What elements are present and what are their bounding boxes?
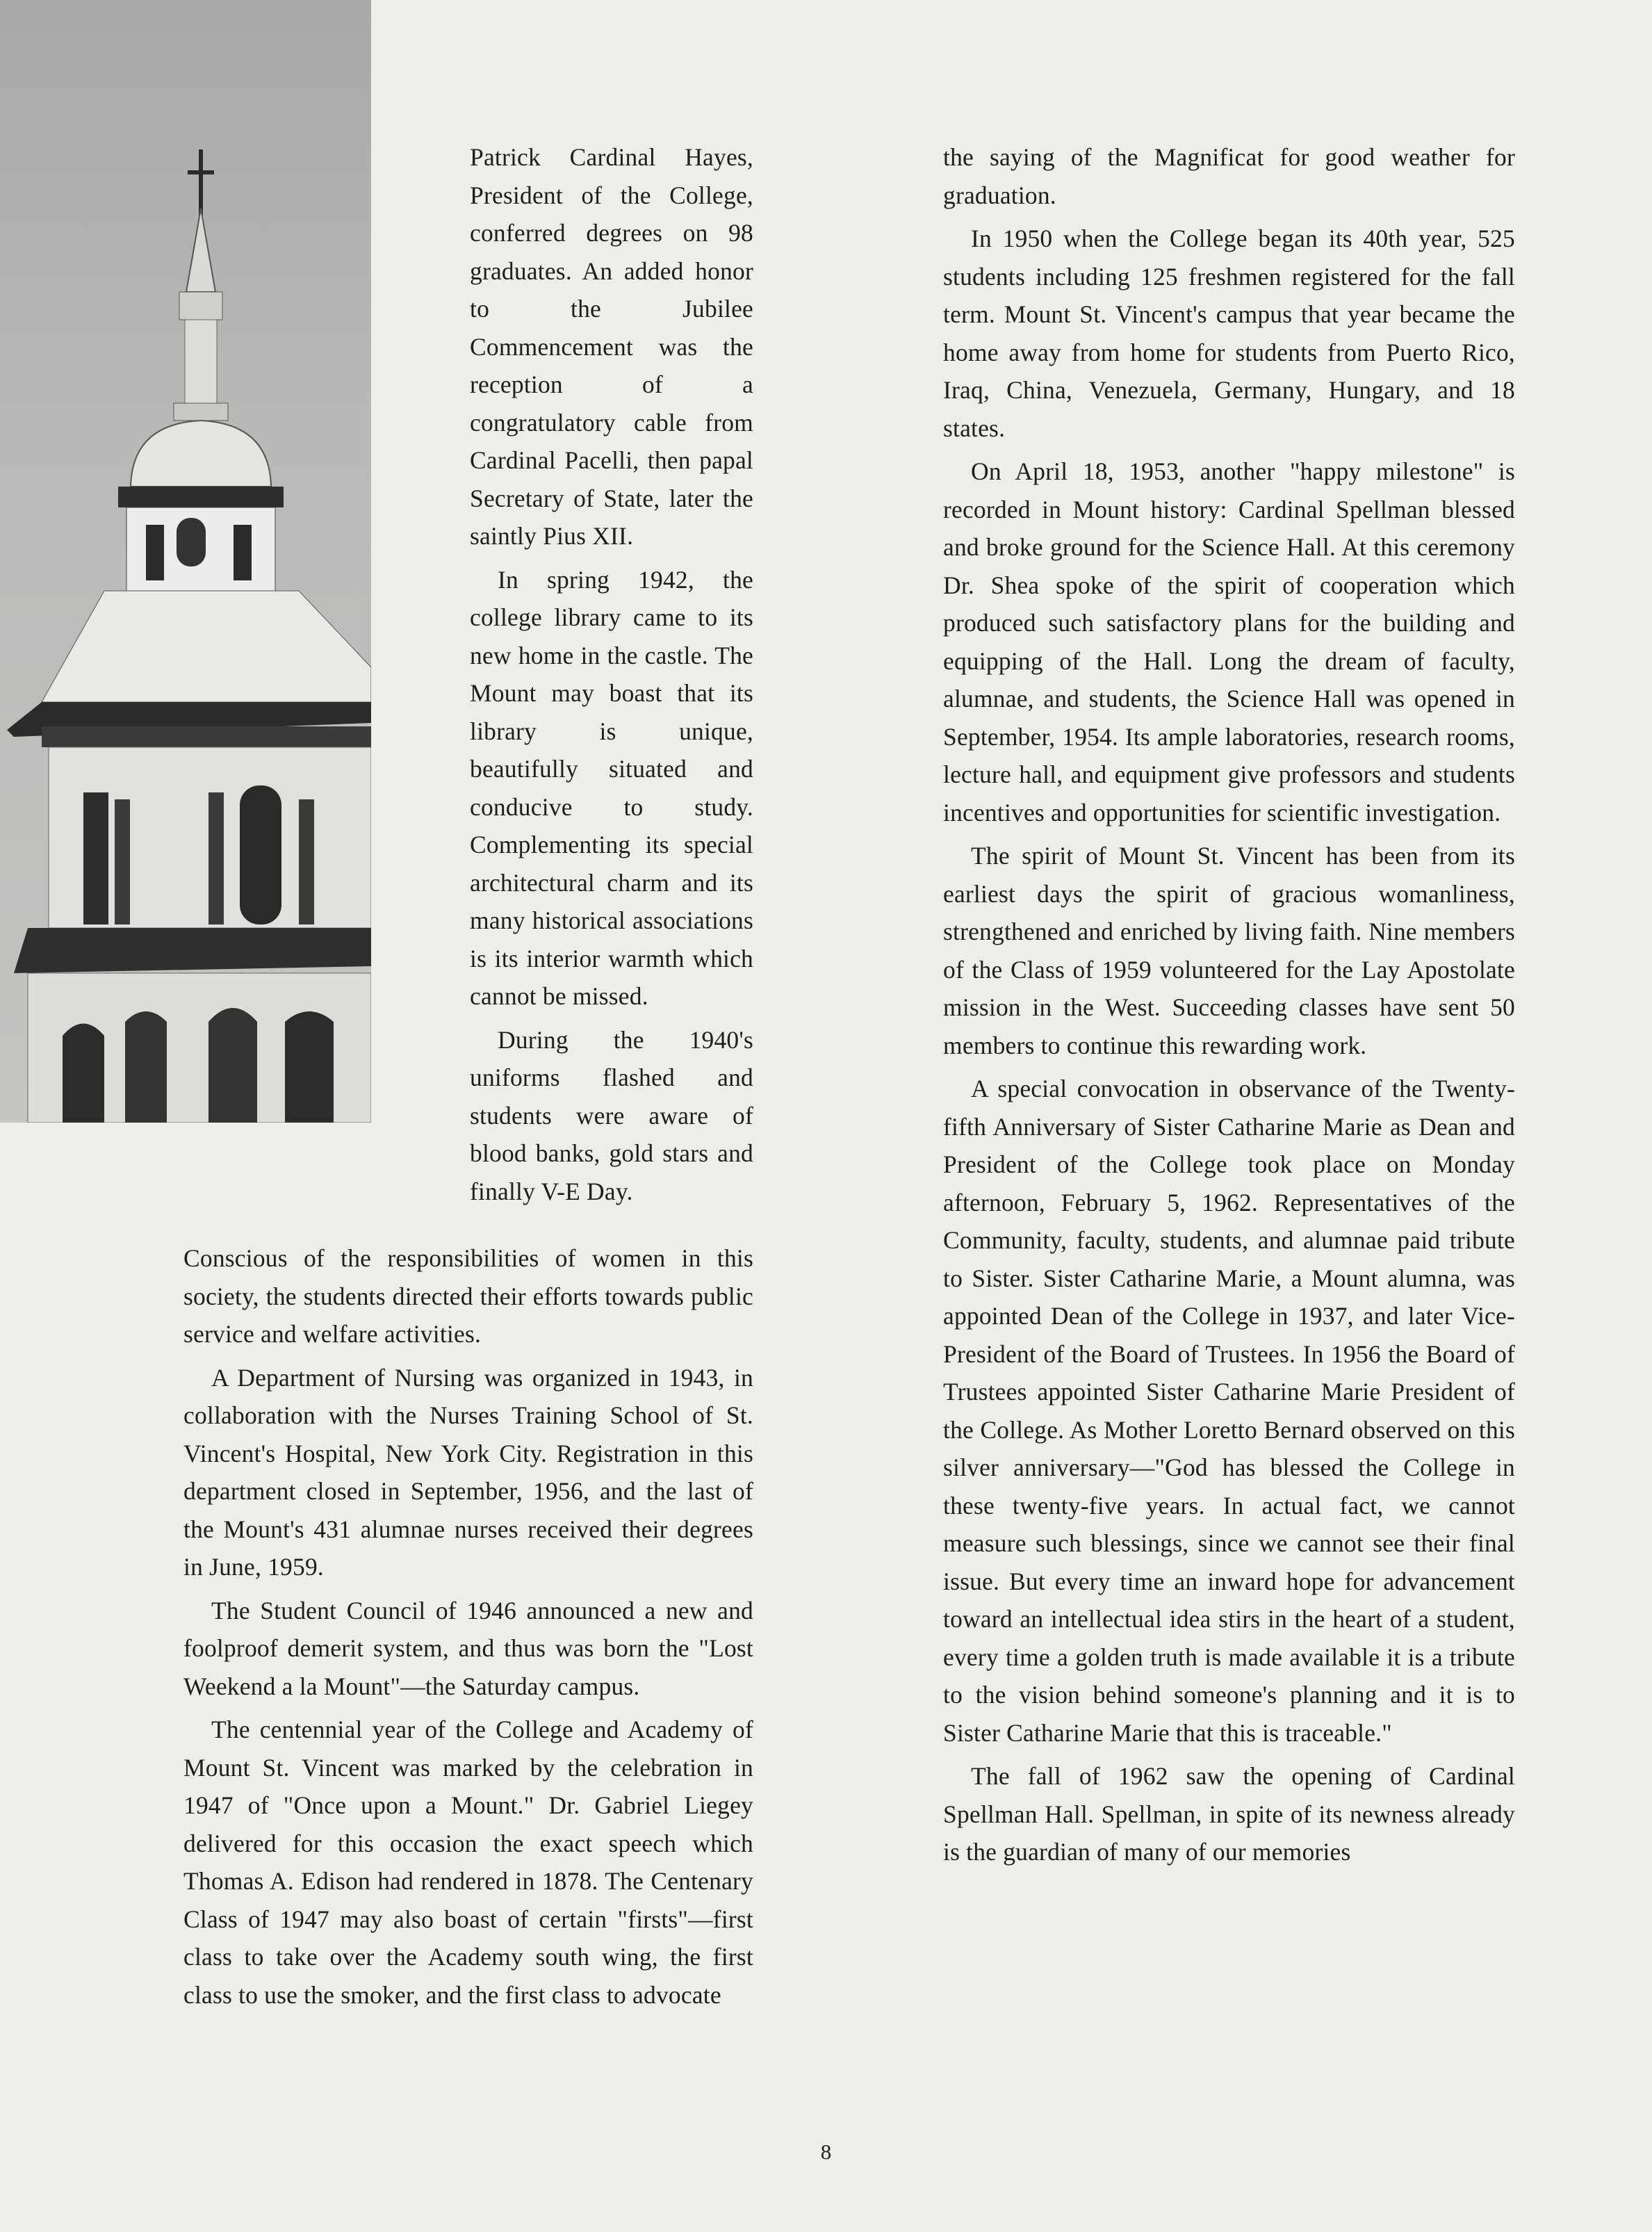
paragraph-spellman-hall: The fall of 1962 saw the opening of Cardinal Spellman Hall. Spellman, in spite of its newness already is the guardian of many of our memories [943,1762,1515,1866]
paragraph-library: In spring 1942, the college library came to its new home in the castle. The Mount may boast that its library is unique, beautifully situated and conducive to study. Complementing its special architectural charm and its many historical associations is its interior warmth which cannot be missed. [470,565,753,1010]
paragraph-spirit: The spirit of Mount St. Vincent has been from its earliest days the spirit of gracious womanliness, strengthened and enriched by living faith. Nine members of the Class of 1959 volunteered for the Lay Apostolate mission in the West. Succeeding classes have sent 50 members to continue this rewarding work. [943,842,1515,1059]
left-column-lower [183,1239,753,2014]
paragraph-centennial: The centennial year of the College and Academy of Mount St. Vincent was marked by the celebration in 1947 of "Once upon a Mount." Dr. Gabriel Liegey delivered for this occasion the exact speech which Thomas A. Edison had rendered in 1878. The Centenary Class of 1947 may also boast of certain "firsts"—first class to take over the Academy south wing, the first class to use the smoker, and the first class to advocate [183,1716,753,2009]
paragraph-student-council: The Student Council of 1946 announced a new and foolproof demerit system, and thus was born the "Lost Weekend a la Mount"—the Saturday campus. [183,1596,753,1700]
bell-tower-illustration [0,0,371,1123]
page-number: 8 [820,2140,832,2164]
paragraph-magnificat: the saying of the Magnificat for good weather for graduation. [943,143,1515,209]
paragraph-nursing: A Department of Nursing was organized in 1943, in collaboration with the Nurses Training School of St. Vincent's Hospital, New York City. Registration in this department closed in September, 1956, and the last of the Mount's 431 alumnae nurses received their degrees in June, 1959. [183,1363,753,1581]
left-column-upper [470,138,753,1210]
paragraph-1950: In 1950 when the College began its 40th year, 525 students including 125 freshmen registered for the fall term. Mount St. Vincent's campus that year became the home away from home for students from Puerto Rico, Iraq, China, Venezuela, Germany, Hungary, and 18 states. [943,225,1515,442]
paragraph-science-hall: On April 18, 1953, another "happy milestone" is recorded in Mount history: Cardinal Spellman blessed and broke ground for the Science Hall. At this ceremony Dr. Shea spoke of the spirit of cooperation which produced such satisfactory plans for the building and equipping of the Hall. Long the dream of faculty, alumnae, and students, the Science Hall was opened in September, 1954. Its ample laboratories, research rooms, lecture hall, and equipment give professors and students incentives and opportunities for scientific investigation. [943,457,1515,826]
paragraph-responsibilities: Conscious of the responsibilities of women in this society, the students directed their efforts towards public service and welfare activities. [183,1244,753,1348]
bell-tower-photo [0,0,371,1123]
paragraph-convocation: A special convocation in observance of the Twenty-fifth Anniversary of Sister Catharine Marie as Dean and President of the College took place on Monday afternoon, February 5, 1962. Representatives of the Community, faculty, students, and alumnae paid tribute to Sister. Sister Catharine Marie, a Mount alumna, was appointed Dean of the College in 1937, and later Vice-President of the Board of Trustees. In 1956 the Board of Trustees appointed Sister Catharine Marie President of the College. As Mother Loretto Bernard observed on this silver anniversary—"God has blessed the College in these twenty-five years. In actual fact, we cannot measure such blessings, since we cannot see their final issue. But every time an inward hope for advancement toward an intellectual idea stirs in the heart of a student, every time a golden truth is made available it is a tribute to the vision behind someone's planning and it is to Sister Catharine Marie that this is traceable." [943,1075,1515,1747]
right-column [943,138,1515,1871]
paragraph-1940s: During the 1940's uniforms flashed and students were aware of blood banks, gold stars and finally V-E Day. [470,1025,753,1205]
paragraph-hayes: Patrick Cardinal Hayes, President of the College, conferred degrees on 98 graduates. An added honor to the Jubilee Commencement was the reception of a congratulatory cable from Cardinal Pacelli, then papal Secretary of State, later the saintly Pius XII. [470,143,753,550]
